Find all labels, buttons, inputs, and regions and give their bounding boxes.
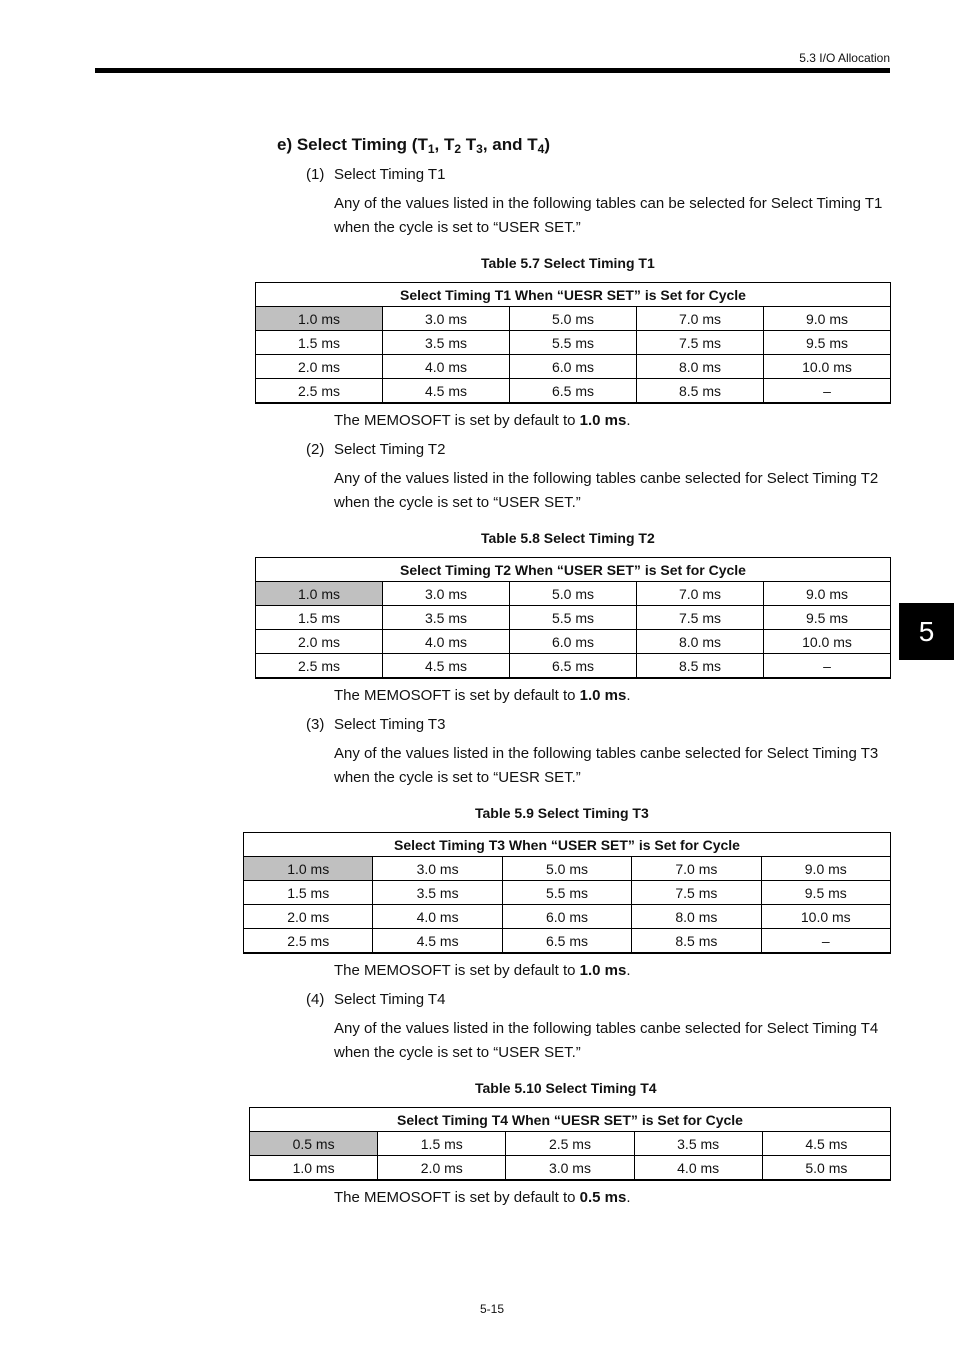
table-row <box>256 379 891 404</box>
table-cell: 2.0 ms <box>256 355 383 379</box>
table-cell: 6.0 ms <box>510 630 637 654</box>
table-cell: 5.5 ms <box>510 331 637 355</box>
table-cell: 5.5 ms <box>502 881 631 905</box>
subheading-t3: (3) Select Timing T3 <box>306 716 446 733</box>
running-header: 5.3 I/O Allocation <box>799 51 890 65</box>
table-cell: 3.0 ms <box>373 857 502 881</box>
table-row <box>256 331 891 355</box>
table-cell: 4.0 ms <box>383 630 510 654</box>
table-cell: 9.5 ms <box>761 881 890 905</box>
table-cell: 3.0 ms <box>383 582 510 606</box>
table-cell: 2.5 ms <box>256 654 383 679</box>
table-cell: 8.5 ms <box>632 929 761 954</box>
table-cell: 4.5 ms <box>762 1132 890 1156</box>
table-caption-t2: Table 5.8 Select Timing T2 <box>481 530 655 546</box>
subheading-t2: (2) Select Timing T2 <box>306 441 446 458</box>
table-cell: 7.5 ms <box>637 331 764 355</box>
table-cell: 6.5 ms <box>502 929 631 954</box>
table-cell: 7.0 ms <box>637 582 764 606</box>
table-cell: 8.5 ms <box>637 654 764 679</box>
table-cell: 9.0 ms <box>764 582 891 606</box>
paragraph-t4: Any of the values listed in the following tables canbe selected for Select Timing T4 when the cycle is set to “USER SET.” <box>334 1020 879 1061</box>
table-header: Select Timing T3 When “USER SET” is Set for Cycle <box>244 833 891 857</box>
page-number: 5-15 <box>479 1302 505 1316</box>
default-note-t3: The MEMOSOFT is set by default to 1.0 ms. <box>334 962 631 979</box>
table-cell: 4.5 ms <box>383 654 510 679</box>
table-cell: 6.5 ms <box>510 654 637 679</box>
table-header: Select Timing T1 When “UESR SET” is Set for Cycle <box>256 283 891 307</box>
table-row <box>256 630 891 654</box>
table-t1 <box>255 282 891 404</box>
table-cell: 4.5 ms <box>373 929 502 954</box>
table-cell: – <box>764 654 891 679</box>
table-header: Select Timing T2 When “USER SET” is Set for Cycle <box>256 558 891 582</box>
table-cell: 7.5 ms <box>637 606 764 630</box>
paragraph-t1: Any of the values listed in the following tables can be selected for Select Timing T1 when the cycle is set to “USER SET.” <box>334 195 883 236</box>
default-note-t2: The MEMOSOFT is set by default to 1.0 ms. <box>334 687 631 704</box>
table-row <box>244 857 891 881</box>
table-row <box>244 881 891 905</box>
table-cell: 7.5 ms <box>632 881 761 905</box>
table-cell: 9.5 ms <box>764 331 891 355</box>
table-cell: 3.5 ms <box>383 331 510 355</box>
table-cell: 9.0 ms <box>764 307 891 331</box>
table-cell: 5.0 ms <box>762 1156 890 1181</box>
table-cell-default: 0.5 ms <box>250 1132 378 1156</box>
table-cell: 1.5 ms <box>256 331 383 355</box>
table-cell: – <box>764 379 891 404</box>
table-row <box>250 1132 891 1156</box>
table-caption-t4: Table 5.10 Select Timing T4 <box>475 1080 657 1096</box>
table-t3 <box>243 832 891 954</box>
table-cell-default: 1.0 ms <box>244 857 373 881</box>
table-row <box>256 307 891 331</box>
table-header: Select Timing T4 When “UESR SET” is Set for Cycle <box>250 1108 891 1132</box>
table-cell: 8.0 ms <box>637 355 764 379</box>
table-cell: 4.5 ms <box>383 379 510 404</box>
section-heading: e) Select Timing ($T_1$, $T_2$ $T_3$, and $T_4$) <box>277 135 550 156</box>
table-cell: – <box>761 929 890 954</box>
table-caption-t3: Table 5.9 Select Timing T3 <box>475 805 649 821</box>
table-cell: 4.0 ms <box>373 905 502 929</box>
header-rule <box>95 68 890 73</box>
table-t2 <box>255 557 891 679</box>
table-row <box>256 355 891 379</box>
table-cell: 6.5 ms <box>510 379 637 404</box>
table-cell: 5.0 ms <box>502 857 631 881</box>
table-cell: 7.0 ms <box>632 857 761 881</box>
table-t4 <box>249 1107 891 1181</box>
table-cell: 2.0 ms <box>244 905 373 929</box>
table-cell: 2.5 ms <box>506 1132 634 1156</box>
table-cell: 3.0 ms <box>383 307 510 331</box>
table-cell: 1.5 ms <box>378 1132 506 1156</box>
table-cell: 5.5 ms <box>510 606 637 630</box>
paragraph-t2: Any of the values listed in the following tables canbe selected for Select Timing T2 when the cycle is set to “USER SET.” <box>334 470 879 511</box>
table-cell: 2.5 ms <box>256 379 383 404</box>
table-cell: 1.5 ms <box>256 606 383 630</box>
table-row <box>256 582 891 606</box>
table-cell: 8.5 ms <box>637 379 764 404</box>
table-cell: 6.0 ms <box>502 905 631 929</box>
table-cell: 2.0 ms <box>256 630 383 654</box>
table-row <box>256 606 891 630</box>
table-cell: 5.0 ms <box>510 582 637 606</box>
table-cell: 3.5 ms <box>383 606 510 630</box>
table-cell: 10.0 ms <box>764 355 891 379</box>
table-cell: 3.5 ms <box>373 881 502 905</box>
table-row <box>256 654 891 679</box>
table-cell: 2.0 ms <box>378 1156 506 1181</box>
paragraph-t3: Any of the values listed in the following tables canbe selected for Select Timing T3 when the cycle is set to “UESR SET.” <box>334 745 879 786</box>
table-row <box>244 905 891 929</box>
table-cell: 9.5 ms <box>764 606 891 630</box>
default-note-t4: The MEMOSOFT is set by default to 0.5 ms. <box>334 1189 631 1206</box>
table-cell-default: 1.0 ms <box>256 307 383 331</box>
table-cell: 1.0 ms <box>250 1156 378 1181</box>
table-cell: 6.0 ms <box>510 355 637 379</box>
table-cell: 4.0 ms <box>383 355 510 379</box>
table-cell: 4.0 ms <box>634 1156 762 1181</box>
table-cell: 10.0 ms <box>761 905 890 929</box>
table-cell: 3.0 ms <box>506 1156 634 1181</box>
table-cell: 7.0 ms <box>637 307 764 331</box>
table-cell: 2.5 ms <box>244 929 373 954</box>
table-cell: 1.5 ms <box>244 881 373 905</box>
table-cell: 3.5 ms <box>634 1132 762 1156</box>
table-cell: 8.0 ms <box>637 630 764 654</box>
table-row <box>244 929 891 954</box>
chapter-tab: 5 <box>899 603 954 660</box>
table-caption-t1: Table 5.7 Select Timing T1 <box>481 255 655 271</box>
table-cell: 5.0 ms <box>510 307 637 331</box>
table-row <box>250 1156 891 1181</box>
table-cell-default: 1.0 ms <box>256 582 383 606</box>
table-cell: 8.0 ms <box>632 905 761 929</box>
table-cell: 10.0 ms <box>764 630 891 654</box>
table-cell: 9.0 ms <box>761 857 890 881</box>
subheading-t4: (4) Select Timing T4 <box>306 991 446 1008</box>
subheading-t1: (1) Select Timing T1 <box>306 166 446 183</box>
default-note-t1: The MEMOSOFT is set by default to 1.0 ms. <box>334 412 631 429</box>
